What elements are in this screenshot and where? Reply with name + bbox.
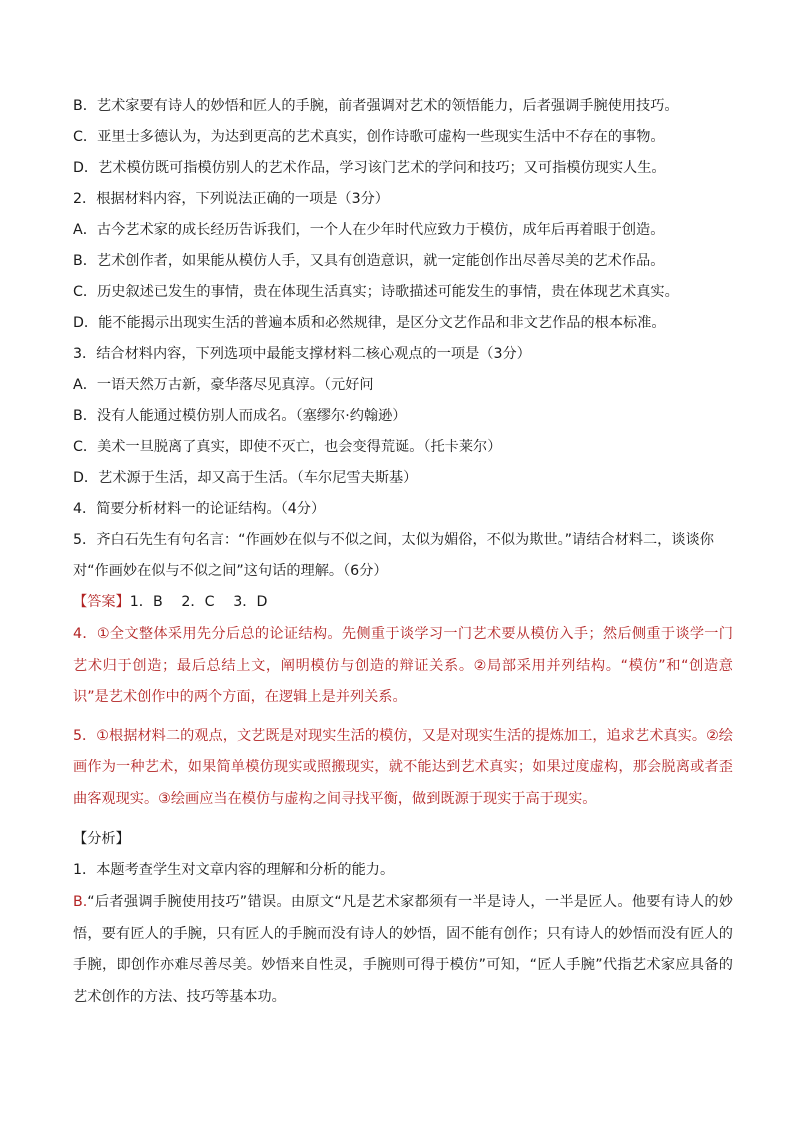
question-2-option-d: D．能不能揭示出现实生活的普遍本质和必然规律，是区分文艺作品和非文艺作品的根本标准。 (73, 315, 666, 331)
question-3-option-c: C．美术一旦脱离了真实，即使不灭亡，也会变得荒诞。（托卡莱尔） (73, 439, 502, 455)
analysis-option-b-text: “后者强调手腕使用技巧”错误。由原文“凡是艺术家都须有一半是诗人，一半是匠人。他要有诗人的妙悟，要有匠人的手腕，只有匠人的手腕而没有诗人的妙悟，固不能有创作；只有诗人的妙悟而没有匠人的手腕，即创作亦难尽善尽美。妙悟来自性灵，手腕则可得于模仿”可知，“匠人手腕”代指艺术家应具备的艺术创作的方法、技巧等基本功。 (73, 894, 733, 1005)
question-2-option-b: B．艺术创作者，如果能从模仿人手，又具有创造意识，就一定能创作出尽善尽美的艺术作品。 (73, 253, 665, 269)
analysis-option-b (73, 887, 733, 1013)
question-2-stem: 2．根据材料内容，下列说法正确的一项是（3分） (73, 191, 389, 207)
question-1-option-d: D．艺术模仿既可指模仿别人的艺术作品，学习该门艺术的学问和技巧；又可指模仿现实人生。 (73, 160, 666, 176)
answer-4-text: 4．①全文整体采用先分后总的论证结构。先侧重于谈学习一门艺术要从模仿入手；然后侧重于谈学一门艺术归于创造；最后总结上文，阐明模仿与创造的辩证关系。②局部采用并列结构。“模仿”和“创造意识”是艺术创作中的两个方面，在逻辑上是并列关系。 (73, 626, 733, 705)
question-3-option-b: B．没有人能通过模仿别人而成名。（塞缪尔·约翰逊） (73, 408, 407, 424)
question-5-stem-line-2: 对“作画妙在似与不似之间”这句话的理解。（6分） (73, 563, 388, 579)
question-3-stem: 3．结合材料内容，下列选项中最能支撑材料二核心观点的一项是（3分） (73, 346, 531, 362)
question-5-stem-line-1: 5．齐白石先生有句名言：“作画妙在似与不似之间，太似为媚俗，不似为欺世。”请结合材料二，谈谈你 (73, 532, 714, 548)
document-page (73, 96, 733, 1013)
question-1-option-c: C．亚里士多德认为，为达到更高的艺术真实，创作诗歌可虚构一些现实生活中不存在的事物。 (73, 129, 665, 145)
question-3-option-a: A．一语天然万古新，豪华落尽见真淳。（元好问 (73, 377, 374, 393)
question-2-option-a: A．古今艺术家的成长经历告诉我们，一个人在少年时代应致力于模仿，成年后再着眼于创造。 (73, 222, 665, 238)
question-1-option-b: B．艺术家要有诗人的妙悟和匠人的手腕，前者强调对艺术的领悟能力，后者强调手腕使用技巧。 (73, 98, 679, 114)
answer-key-row (73, 592, 733, 612)
question-3-option-d: D．艺术源于生活，却又高于生活。（车尔尼雪夫斯基） (73, 470, 418, 486)
question-2-option-c: C．历史叙述已发生的事情，贵在体现生活真实；诗歌描述可能发生的事情，贵在体现艺术真实。 (73, 284, 679, 300)
answer-label: 【答案】 (73, 594, 130, 610)
answer-5-text: 5．①根据材料二的观点，文艺既是对现实生活的模仿，又是对现实生活的提炼加工，追求艺术真实。②绘画作为一种艺术，如果简单模仿现实或照搬现实，就不能达到艺术真实；如果过度虚构，那会脱离或者歪曲客观现实。③绘画应当在模仿与虚构之间寻找平衡，做到既源于现实于高于现实。 (73, 727, 733, 807)
analysis-intro: 1．本题考查学生对文章内容的理解和分析的能力。 (73, 862, 395, 878)
question-4-stem: 4．简要分析材料一的论证结构。（4分） (73, 501, 326, 517)
analysis-option-b-prefix: B. (73, 894, 88, 910)
analysis-label: 【分析】 (73, 831, 130, 847)
answer-values: 1．B 2．C 3．D (129, 594, 268, 610)
